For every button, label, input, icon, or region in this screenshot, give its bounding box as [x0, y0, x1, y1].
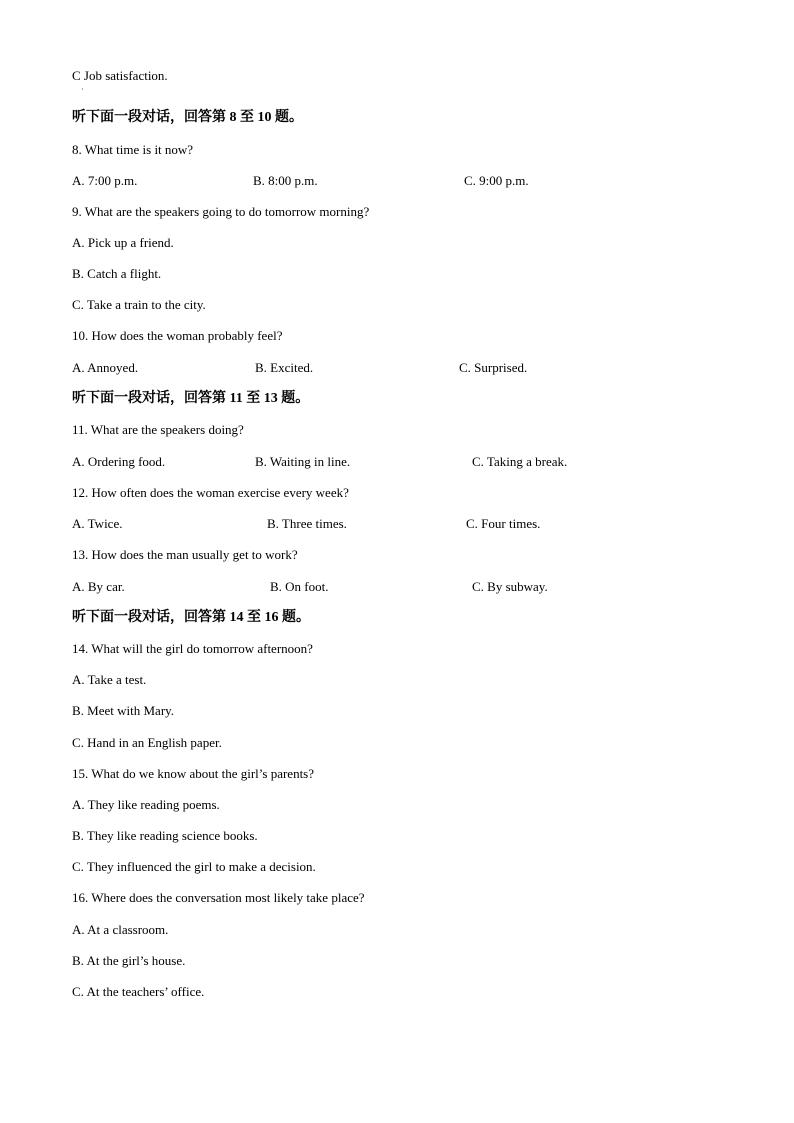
- question-11-option-c: C. Taking a break.: [472, 454, 568, 469]
- section-heading-11-13: 听下面一段对话，回答第 11 至 13 题。: [72, 391, 310, 406]
- question-12-option-c: C. Four times.: [466, 516, 541, 531]
- question-13-option-a: A. By car.: [72, 579, 125, 594]
- question-10: 10. How does the woman probably feel?: [72, 328, 283, 343]
- question-9-option-a: A. Pick up a friend.: [72, 235, 174, 250]
- section-heading-8-10: 听下面一段对话，回答第 8 至 10 题。: [72, 110, 303, 125]
- question-9-option-c: C. Take a train to the city.: [72, 297, 206, 312]
- question-10-option-b: B. Excited.: [255, 360, 314, 375]
- option-c-job-satisfaction: C Job satisfaction.: [72, 68, 168, 83]
- question-12-option-b: B. Three times.: [267, 516, 347, 531]
- question-9: 9. What are the speakers going to do tomorrow morning?: [72, 204, 370, 219]
- question-11: 11. What are the speakers doing?: [72, 422, 244, 437]
- question-8-option-b: B. 8:00 p.m.: [253, 173, 318, 188]
- dot-mark: ·: [81, 85, 84, 94]
- question-16: 16. Where does the conversation most likely take place?: [72, 890, 365, 905]
- question-10-option-c: C. Surprised.: [459, 360, 528, 375]
- question-16-option-a: A. At a classroom.: [72, 922, 169, 937]
- question-16-option-b: B. At the girl’s house.: [72, 953, 186, 968]
- question-13-option-c: C. By subway.: [472, 579, 548, 594]
- question-15-option-c: C. They influenced the girl to make a decision.: [72, 859, 316, 874]
- question-9-option-b: B. Catch a flight.: [72, 266, 162, 281]
- question-14-option-b: B. Meet with Mary.: [72, 703, 175, 718]
- question-8-option-c: C. 9:00 p.m.: [464, 173, 529, 188]
- question-11-option-a: A. Ordering food.: [72, 454, 166, 469]
- question-15: 15. What do we know about the girl’s parents?: [72, 766, 315, 781]
- question-15-option-a: A. They like reading poems.: [72, 797, 220, 812]
- question-14-option-a: A. Take a test.: [72, 672, 147, 687]
- question-12-option-a: A. Twice.: [72, 516, 123, 531]
- question-10-option-a: A. Annoyed.: [72, 360, 139, 375]
- question-8-option-a: A. 7:00 p.m.: [72, 173, 138, 188]
- question-14-option-c: C. Hand in an English paper.: [72, 735, 222, 750]
- question-13-option-b: B. On foot.: [270, 579, 329, 594]
- question-13: 13. How does the man usually get to work?: [72, 547, 298, 562]
- question-15-option-b: B. They like reading science books.: [72, 828, 258, 843]
- question-8: 8. What time is it now?: [72, 142, 194, 157]
- question-16-option-c: C. At the teachers’ office.: [72, 984, 205, 999]
- section-heading-14-16: 听下面一段对话，回答第 14 至 16 题。: [72, 610, 310, 625]
- question-12: 12. How often does the woman exercise every week?: [72, 485, 349, 500]
- question-14: 14. What will the girl do tomorrow afternoon?: [72, 641, 313, 656]
- question-11-option-b: B. Waiting in line.: [255, 454, 351, 469]
